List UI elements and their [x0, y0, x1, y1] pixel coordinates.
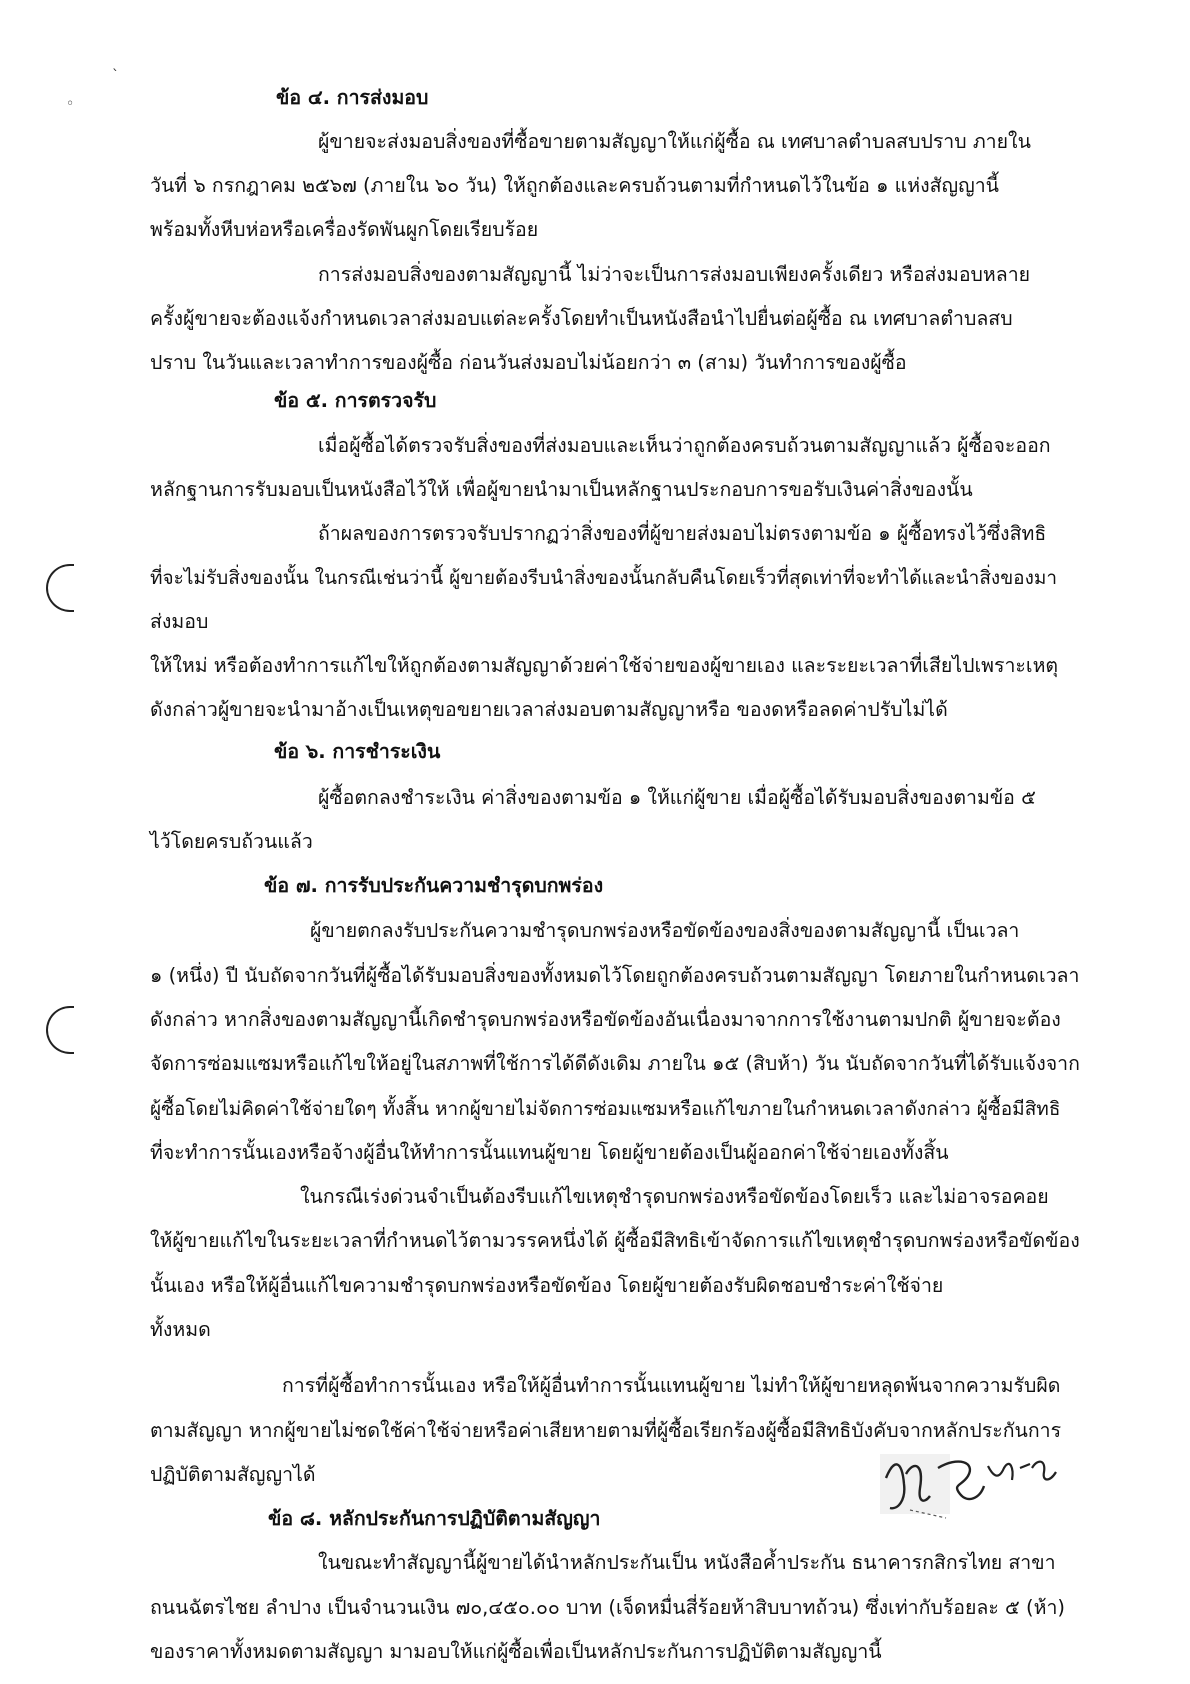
section-7-line: ที่จะทำการนั้นเองหรือจ้างผู้อื่นให้ทำการนั้นแทนผู้ขาย โดยผู้ขายต้องเป็นผู้ออกค่าใช้จ่ายเองทั้งสิ้น — [150, 1141, 949, 1164]
section-6-line: ไว้โดยครบถ้วนแล้ว — [150, 830, 313, 853]
section-7-line: ๑ (หนึ่ง) ปี นับถัดจากวันที่ผู้ซื้อได้รับมอบสิ่งของทั้งหมดไว้โดยถูกต้องครบถ้วนตามสัญญา โดยภายในกำหนดเวลา — [150, 964, 1080, 987]
section-7-line: จัดการซ่อมแซมหรือแก้ไขให้อยู่ในสภาพที่ใช้การได้ดีดังเดิม ภายใน ๑๕ (สิบห้า) วัน นับถัดจากวันที่ได้รับแจ้งจาก — [150, 1052, 1080, 1075]
handwritten-initials — [880, 1438, 1080, 1528]
section-7-line: นั้นเอง หรือให้ผู้อื่นแก้ไขความชำรุดบกพร่องหรือขัดข้อง โดยผู้ขายต้องรับผิดชอบชำระค่าใช้จ่าย — [150, 1274, 944, 1297]
section-8-heading: ข้อ ๘. หลักประกันการปฏิบัติตามสัญญา — [268, 1507, 601, 1530]
section-7-line: ผู้ซื้อโดยไม่คิดค่าใช้จ่ายใดๆ ทั้งสิ้น หากผู้ขายไม่จัดการซ่อมแซมหรือแก้ไขภายในกำหนดเวลาดังกล่าว ผู้ซื้อมีสิทธิ — [150, 1098, 1061, 1120]
section-8-line: ในขณะทำสัญญานี้ผู้ขายได้นำหลักประกันเป็น หนังสือค้ำประกัน ธนาคารกสิกรไทย สาขา — [318, 1551, 1056, 1574]
section-4-line: ปราบ ในวันและเวลาทำการของผู้ซื้อ ก่อนวันส่งมอบไม่น้อยกว่า ๓ (สาม) วันทำการของผู้ซื้อ — [150, 351, 907, 374]
section-4-line: วันที่ ๖ กรกฎาคม ๒๕๖๗ (ภายใน ๖๐ วัน) ให้ถูกต้องและครบถ้วนตามที่กำหนดไว้ในข้อ ๑ แห่งสัญญานี้ — [150, 174, 1000, 197]
section-7-line: ทั้งหมด — [150, 1318, 211, 1341]
section-5-line: ที่จะไม่รับสิ่งของนั้น ในกรณีเช่นว่านี้ ผู้ขายต้องรีบนำสิ่งของนั้นกลับคืนโดยเร็วที่สุดเท่าที่จะทำได้และนำสิ่งของมา — [150, 567, 1058, 589]
section-5-line: หลักฐานการรับมอบเป็นหนังสือไว้ให้ เพื่อผู้ขายนำมาเป็นหลักฐานประกอบการขอรับเงินค่าสิ่งของนั้น — [150, 478, 973, 501]
section-4-line: ผู้ขายจะส่งมอบสิ่งของที่ซื้อขายตามสัญญาให้แก่ผู้ซื้อ ณ เทศบาลตำบลสบปราบ ภายใน — [318, 130, 1031, 153]
section-7-line: ผู้ขายตกลงรับประกันความชำรุดบกพร่องหรือขัดข้องของสิ่งของตามสัญญานี้ เป็นเวลา — [310, 919, 1020, 942]
section-7-heading: ข้อ ๗. การรับประกันความชำรุดบกพร่อง — [264, 874, 604, 897]
section-7-line: การที่ผู้ซื้อทำการนั้นเอง หรือให้ผู้อื่นทำการนั้นแทนผู้ขาย ไม่ทำให้ผู้ขายหลุดพ้นจากความรับผิด — [282, 1374, 1061, 1397]
section-8-line: ของราคาทั้งหมดตามสัญญา มามอบให้แก่ผู้ซื้อเพื่อเป็นหลักประกันการปฏิบัติตามสัญญานี้ — [150, 1640, 882, 1663]
section-4-line: การส่งมอบสิ่งของตามสัญญานี้ ไม่ว่าจะเป็นการส่งมอบเพียงครั้งเดียว หรือส่งมอบหลาย — [318, 263, 1031, 286]
section-5-line: ถ้าผลของการตรวจรับปรากฏว่าสิ่งของที่ผู้ขายส่งมอบไม่ตรงตามข้อ ๑ ผู้ซื้อทรงไว้ซึ่งสิทธิ — [318, 522, 1047, 545]
section-7-line: ในกรณีเร่งด่วนจำเป็นต้องรีบแก้ไขเหตุชำรุดบกพร่องหรือขัดข้องโดยเร็ว และไม่อาจรอคอย — [300, 1185, 1049, 1208]
section-5-line: ส่งมอบ — [150, 610, 209, 633]
scan-mark: ˋ — [112, 68, 119, 84]
section-7-line: ดังกล่าว หากสิ่งของตามสัญญานี้เกิดชำรุดบกพร่องหรือขัดข้องอันเนื่องมาจากการใช้งานตามปกติ ผู้ขายจะต้อง — [150, 1008, 1061, 1031]
section-6-line: ผู้ซื้อตกลงชำระเงิน ค่าสิ่งของตามข้อ ๑ ให้แก่ผู้ขาย เมื่อผู้ซื้อได้รับมอบสิ่งของตามข้อ ๕ — [318, 786, 1036, 809]
section-5-heading: ข้อ ๕. การตรวจรับ — [274, 389, 437, 412]
section-5-line: เมื่อผู้ซื้อได้ตรวจรับสิ่งของที่ส่งมอบและเห็นว่าถูกต้องครบถ้วนตามสัญญาแล้ว ผู้ซื้อจะออก — [318, 434, 1051, 457]
binder-hole-mark — [46, 1006, 74, 1054]
section-4-line: พร้อมทั้งหีบห่อหรือเครื่องรัดพันผูกโดยเรียบร้อย — [150, 218, 539, 241]
section-5-line: ดังกล่าวผู้ขายจะนำมาอ้างเป็นเหตุขอขยายเวลาส่งมอบตามสัญญาหรือ ของดหรือลดค่าปรับไม่ได้ — [150, 698, 948, 721]
section-8-line: ถนนฉัตรไชย ลำปาง เป็นจำนวนเงิน ๗๐,๔๕๐.๐๐ บาท (เจ็ดหมื่นสี่ร้อยห้าสิบบาทถ้วน) ซึ่งเท่ากับร้อยละ ๕ (ห้า) — [150, 1596, 1066, 1619]
scan-mark: ◦ — [66, 96, 75, 112]
binder-hole-mark — [46, 564, 74, 612]
section-6-heading: ข้อ ๖. การชำระเงิน — [274, 740, 441, 763]
section-7-line: ตามสัญญา หากผู้ขายไม่ชดใช้ค่าใช้จ่ายหรือค่าเสียหายตามที่ผู้ซื้อเรียกร้องผู้ซื้อมีสิทธิบังคับจากหลักประกันการ — [150, 1419, 1062, 1442]
section-4-line: ครั้งผู้ขายจะต้องแจ้งกำหนดเวลาส่งมอบแต่ละครั้งโดยทำเป็นหนังสือนำไปยื่นต่อผู้ซื้อ ณ เทศบาลตำบลสบ — [150, 307, 1013, 330]
section-7-line: ให้ผู้ขายแก้ไขในระยะเวลาที่กำหนดไว้ตามวรรคหนึ่งได้ ผู้ซื้อมีสิทธิเข้าจัดการแก้ไขเหตุชำรุดบกพร่องหรือขัดข้อง — [150, 1229, 1080, 1252]
section-5-line: ให้ใหม่ หรือต้องทำการแก้ไขให้ถูกต้องตามสัญญาด้วยค่าใช้จ่ายของผู้ขายเอง และระยะเวลาที่เสียไปเพราะเหตุ — [150, 654, 1059, 677]
section-4-heading: ข้อ ๔. การส่งมอบ — [276, 86, 429, 109]
section-7-line: ปฏิบัติตามสัญญาได้ — [150, 1463, 316, 1486]
